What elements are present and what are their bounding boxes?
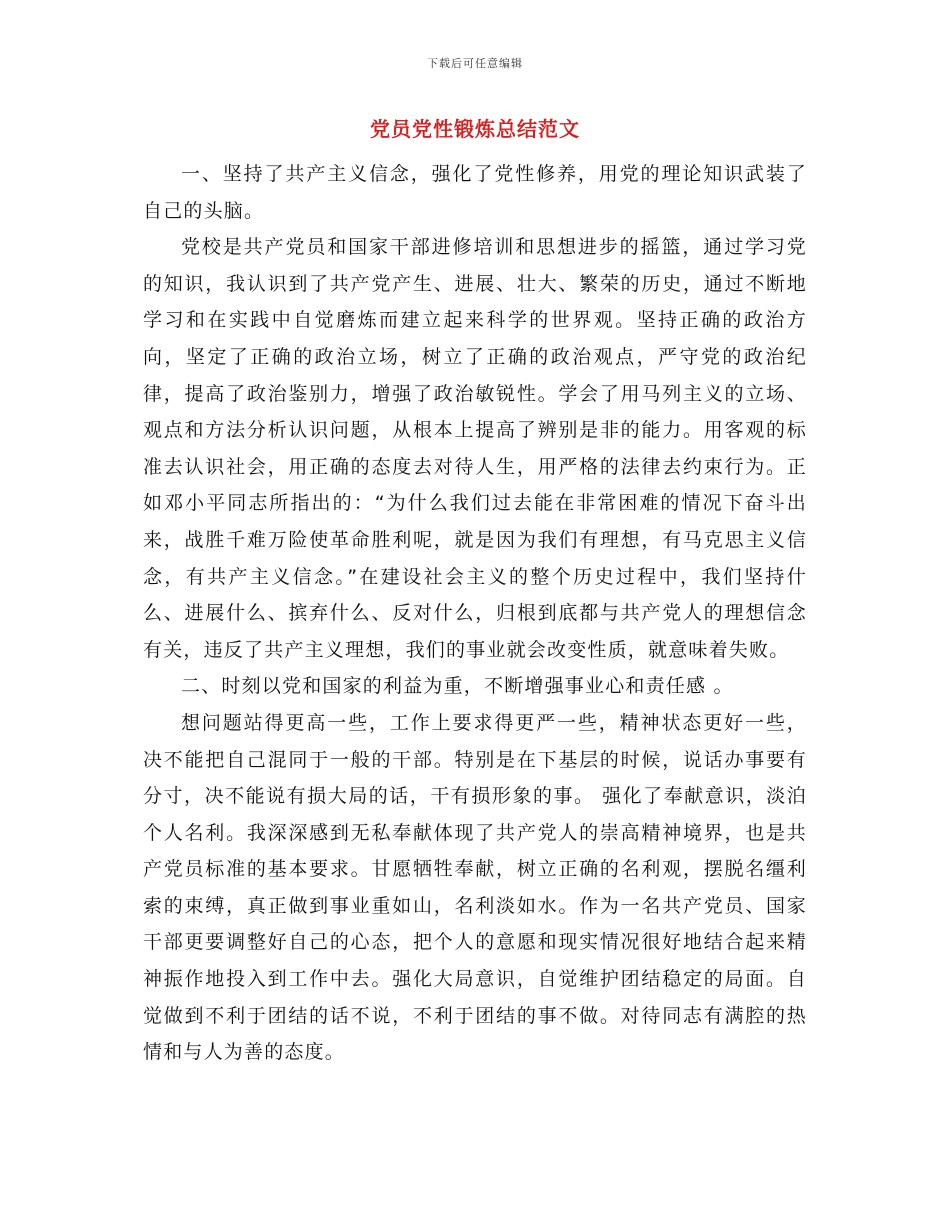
paragraph-4: 想问题站得更高一些，工作上要求得更严一些，精神状态更好一些，决不能把自己混同于一般的干部。特别是在下基层的时候，说话办事要有分寸，决不能说有损大局的话，干有损形象的事。 强化了奉献意识，淡泊个人名利。我深深感到无私奉献体现了共产党人的崇高精神境界，也是共产党员标准的基本要求。甘愿牺牲奉献，树立正确的名利观，摆脱名缰利索的束缚，真正做到事业重如山，名利淡如水。作为一名共产党员、国家干部更要调整好自己的心态，把个人的意愿和现实情况很好地结合起来精神振作地投入到工作中去。强化大局意识，自觉维护团结稳定的局面。自觉做到不利于团结的话不说，不利于团结的事不做。对待同志有满腔的热情和与人为善的态度。 bbox=[143, 711, 807, 1064]
paragraph-1: 一、坚持了共产主义信念，强化了党性修养，用党的理论知识武装了自己的头脑。 bbox=[143, 163, 807, 222]
paragraph-2: 党校是共产党员和国家干部进修培训和思想进步的摇篮，通过学习党的知识，我认识到了共产党产生、进展、壮大、繁荣的历史，通过不断地学习和在实践中自觉磨炼而建立起来科学的世界观。坚持正确的政治方向，坚定了正确的政治立场，树立了正确的政治观点，严守党的政治纪律，提高了政治鉴别力，增强了政治敏锐性。学会了用马列主义的立场、观点和方法分析认识问题，从根本上提高了辨别是非的能力。用客观的标准去认识社会，用正确的态度去对待人生，用严格的法律去约束行为。正如邓小平同志所指出的：“为什么我们过去能在非常困难的情况下奋斗出来，战胜千难万险使革命胜利呢，就是因为我们有理想，有马克思主义信念，有共产主义信念。”在建设社会主义的整个历史过程中，我们坚持什么、进展什么、摈弃什么、反对什么，归根到底都与共产党人的理想信念有关，违反了共产主义理想，我们的事业就会改变性质，就意味着失败。 bbox=[143, 236, 807, 661]
document-title: 党员党性锻炼总结范文 bbox=[370, 117, 580, 141]
document-body bbox=[143, 156, 807, 1071]
paragraph-3: 二、时刻以党和国家的利益为重，不断增强事业心和责任感 。 bbox=[181, 675, 734, 698]
header-note: 下载后可任意编辑 bbox=[427, 57, 523, 70]
